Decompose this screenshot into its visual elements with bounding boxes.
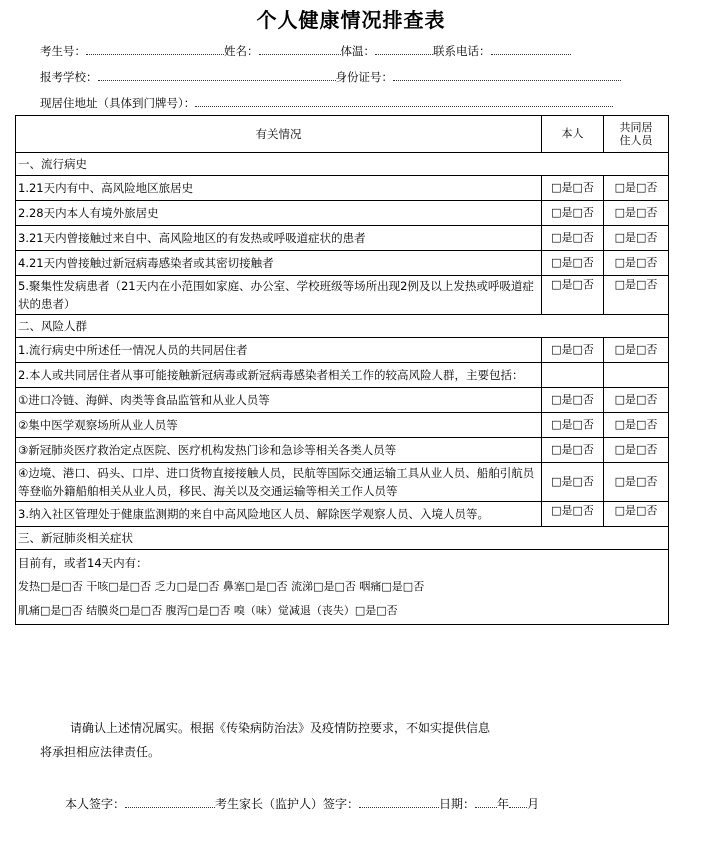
- row-text: 3.纳入社区管理处于健康监测期的来自中高风险地区人员、解除医学观察人员、入境人员等。: [16, 502, 542, 527]
- self-choice[interactable]: □是□否: [542, 438, 604, 463]
- self-choice[interactable]: □是□否: [542, 276, 604, 315]
- phone-field[interactable]: [491, 42, 571, 55]
- guardian-signature-label: 考生家长（监护人）签字：: [215, 797, 360, 811]
- month-field[interactable]: [509, 795, 527, 808]
- phone-label: 联系电话：: [433, 44, 491, 58]
- cohab-choice[interactable]: □是□否: [604, 438, 669, 463]
- name-field[interactable]: [259, 42, 341, 55]
- temp-label: 体温：: [340, 44, 375, 58]
- health-table: [15, 115, 669, 625]
- section-symptoms: [16, 527, 669, 550]
- form-title: 个人健康情况排查表: [256, 8, 446, 32]
- info-line-3: [40, 94, 613, 111]
- header-cohab-line1: 共同居: [619, 121, 653, 134]
- section-risk-groups: [16, 315, 669, 338]
- school-field[interactable]: [98, 68, 336, 81]
- table-row: [16, 463, 669, 502]
- name-label: 姓名：: [224, 44, 259, 58]
- cohab-choice[interactable]: □是□否: [604, 388, 669, 413]
- row-text: 2.28天内本人有境外旅居史: [16, 201, 542, 226]
- cohab-choice[interactable]: □是□否: [604, 276, 669, 315]
- row-text: 3.21天内曾接触过来自中、高风险地区的有发热或呼吸道症状的患者: [16, 226, 542, 251]
- self-choice[interactable]: □是□否: [542, 201, 604, 226]
- declaration-line-2: 将承担相应法律责任。: [40, 745, 161, 759]
- table-row: [16, 438, 669, 463]
- school-label: 报考学校：: [40, 70, 98, 84]
- info-line-2: [40, 68, 621, 85]
- cohab-choice[interactable]: □是□否: [604, 463, 669, 502]
- section-epidemic-history: [16, 153, 669, 176]
- self-choice[interactable]: □是□否: [542, 226, 604, 251]
- section-title: 一、流行病史: [16, 153, 669, 176]
- header-cohab: [604, 116, 669, 153]
- row-text: 1.流行病史中所述任一情况人员的共同居住者: [16, 338, 542, 363]
- symptoms-block: [16, 550, 669, 625]
- cohab-choice[interactable]: □是□否: [604, 502, 669, 527]
- header-cohab-line2: 住人员: [619, 134, 653, 147]
- row-text: ②集中医学观察场所从业人员等: [16, 413, 542, 438]
- self-choice[interactable]: □是□否: [542, 388, 604, 413]
- symptoms-intro: 目前有，或者14天内有：: [18, 556, 148, 570]
- self-choice-empty: [542, 363, 604, 388]
- date-label: 日期：: [439, 797, 476, 811]
- section-title: 三、新冠肺炎相关症状: [16, 527, 669, 550]
- row-text: ①进口冷链、海鲜、肉类等食品监管和从业人员等: [16, 388, 542, 413]
- exam-no-field[interactable]: [86, 42, 224, 55]
- table-row: [16, 338, 669, 363]
- table-row: [16, 363, 669, 388]
- cohab-choice-empty: [604, 363, 669, 388]
- row-text: 4.21天内曾接触过新冠病毒感染者或其密切接触者: [16, 251, 542, 276]
- self-signature-label: 本人签字：: [65, 797, 126, 811]
- declaration-line-1: 请确认上述情况属实。根据《传染病防治法》及疫情防控要求，不如实提供信息: [70, 721, 491, 735]
- self-choice[interactable]: □是□否: [542, 502, 604, 527]
- row-text: 5.聚集性发病患者（21天内在小范围如家庭、办公室、学校班级等场所出现2例及以上发热或呼吸道症状的患者）: [16, 276, 542, 315]
- id-label: 身份证号：: [335, 70, 393, 84]
- table-row: [16, 276, 669, 315]
- table-row: [16, 176, 669, 201]
- header-self: 本人: [542, 116, 604, 153]
- section-title: 二、风险人群: [16, 315, 669, 338]
- cohab-choice[interactable]: □是□否: [604, 338, 669, 363]
- info-line-1: [40, 42, 571, 59]
- exam-no-label: 考生号：: [40, 44, 86, 58]
- table-header: [16, 116, 669, 153]
- cohab-choice[interactable]: □是□否: [604, 176, 669, 201]
- self-choice[interactable]: □是□否: [542, 413, 604, 438]
- cohab-choice[interactable]: □是□否: [604, 413, 669, 438]
- self-choice[interactable]: □是□否: [542, 463, 604, 502]
- cohab-choice[interactable]: □是□否: [604, 201, 669, 226]
- id-field[interactable]: [393, 68, 621, 81]
- symptoms-cell: [16, 550, 669, 625]
- year-field[interactable]: [475, 795, 497, 808]
- table-row: [16, 388, 669, 413]
- guardian-signature-field[interactable]: [359, 795, 439, 808]
- table-row: [16, 226, 669, 251]
- self-choice[interactable]: □是□否: [542, 251, 604, 276]
- row-text: 2.本人或共同居住者从事可能接触新冠病毒或新冠病毒感染者相关工作的较高风险人群，主要包括：: [16, 363, 542, 388]
- signature-line: [65, 795, 539, 812]
- cohab-choice[interactable]: □是□否: [604, 226, 669, 251]
- header-situation: 有关情况: [16, 116, 542, 153]
- month-label: 月: [527, 797, 540, 811]
- row-text: ③新冠肺炎医疗救治定点医院、医疗机构发热门诊和急诊等相关各类人员等: [16, 438, 542, 463]
- table-row: [16, 201, 669, 226]
- self-choice[interactable]: □是□否: [542, 176, 604, 201]
- symptoms-line-2[interactable]: 肌痛□是□否 结膜炎□是□否 腹泻□是□否 嗅（味）觉减退（丧失）□是□否: [18, 604, 398, 617]
- row-text: 1.21天内有中、高风险地区旅居史: [16, 176, 542, 201]
- symptoms-line-1[interactable]: 发热□是□否 干咳□是□否 乏力□是□否 鼻塞□是□否 流涕□是□否 咽痛□是□否: [18, 580, 425, 593]
- self-choice[interactable]: □是□否: [542, 338, 604, 363]
- table-row: [16, 251, 669, 276]
- address-field[interactable]: [195, 94, 613, 107]
- address-label: 现居住地址（具体到门牌号）：: [40, 96, 196, 110]
- row-text: ④边境、港口、码头、口岸、进口货物直接接触人员，民航等国际交通运输工具从业人员、船舶引航员等登临外籍船舶相关从业人员，移民、海关以及交通运输等相关工作人员等: [16, 463, 542, 502]
- temp-field[interactable]: [375, 42, 433, 55]
- table-row: [16, 413, 669, 438]
- table-row: [16, 502, 669, 527]
- declaration: [40, 716, 640, 764]
- self-signature-field[interactable]: [125, 795, 215, 808]
- cohab-choice[interactable]: □是□否: [604, 251, 669, 276]
- year-label: 年: [497, 797, 510, 811]
